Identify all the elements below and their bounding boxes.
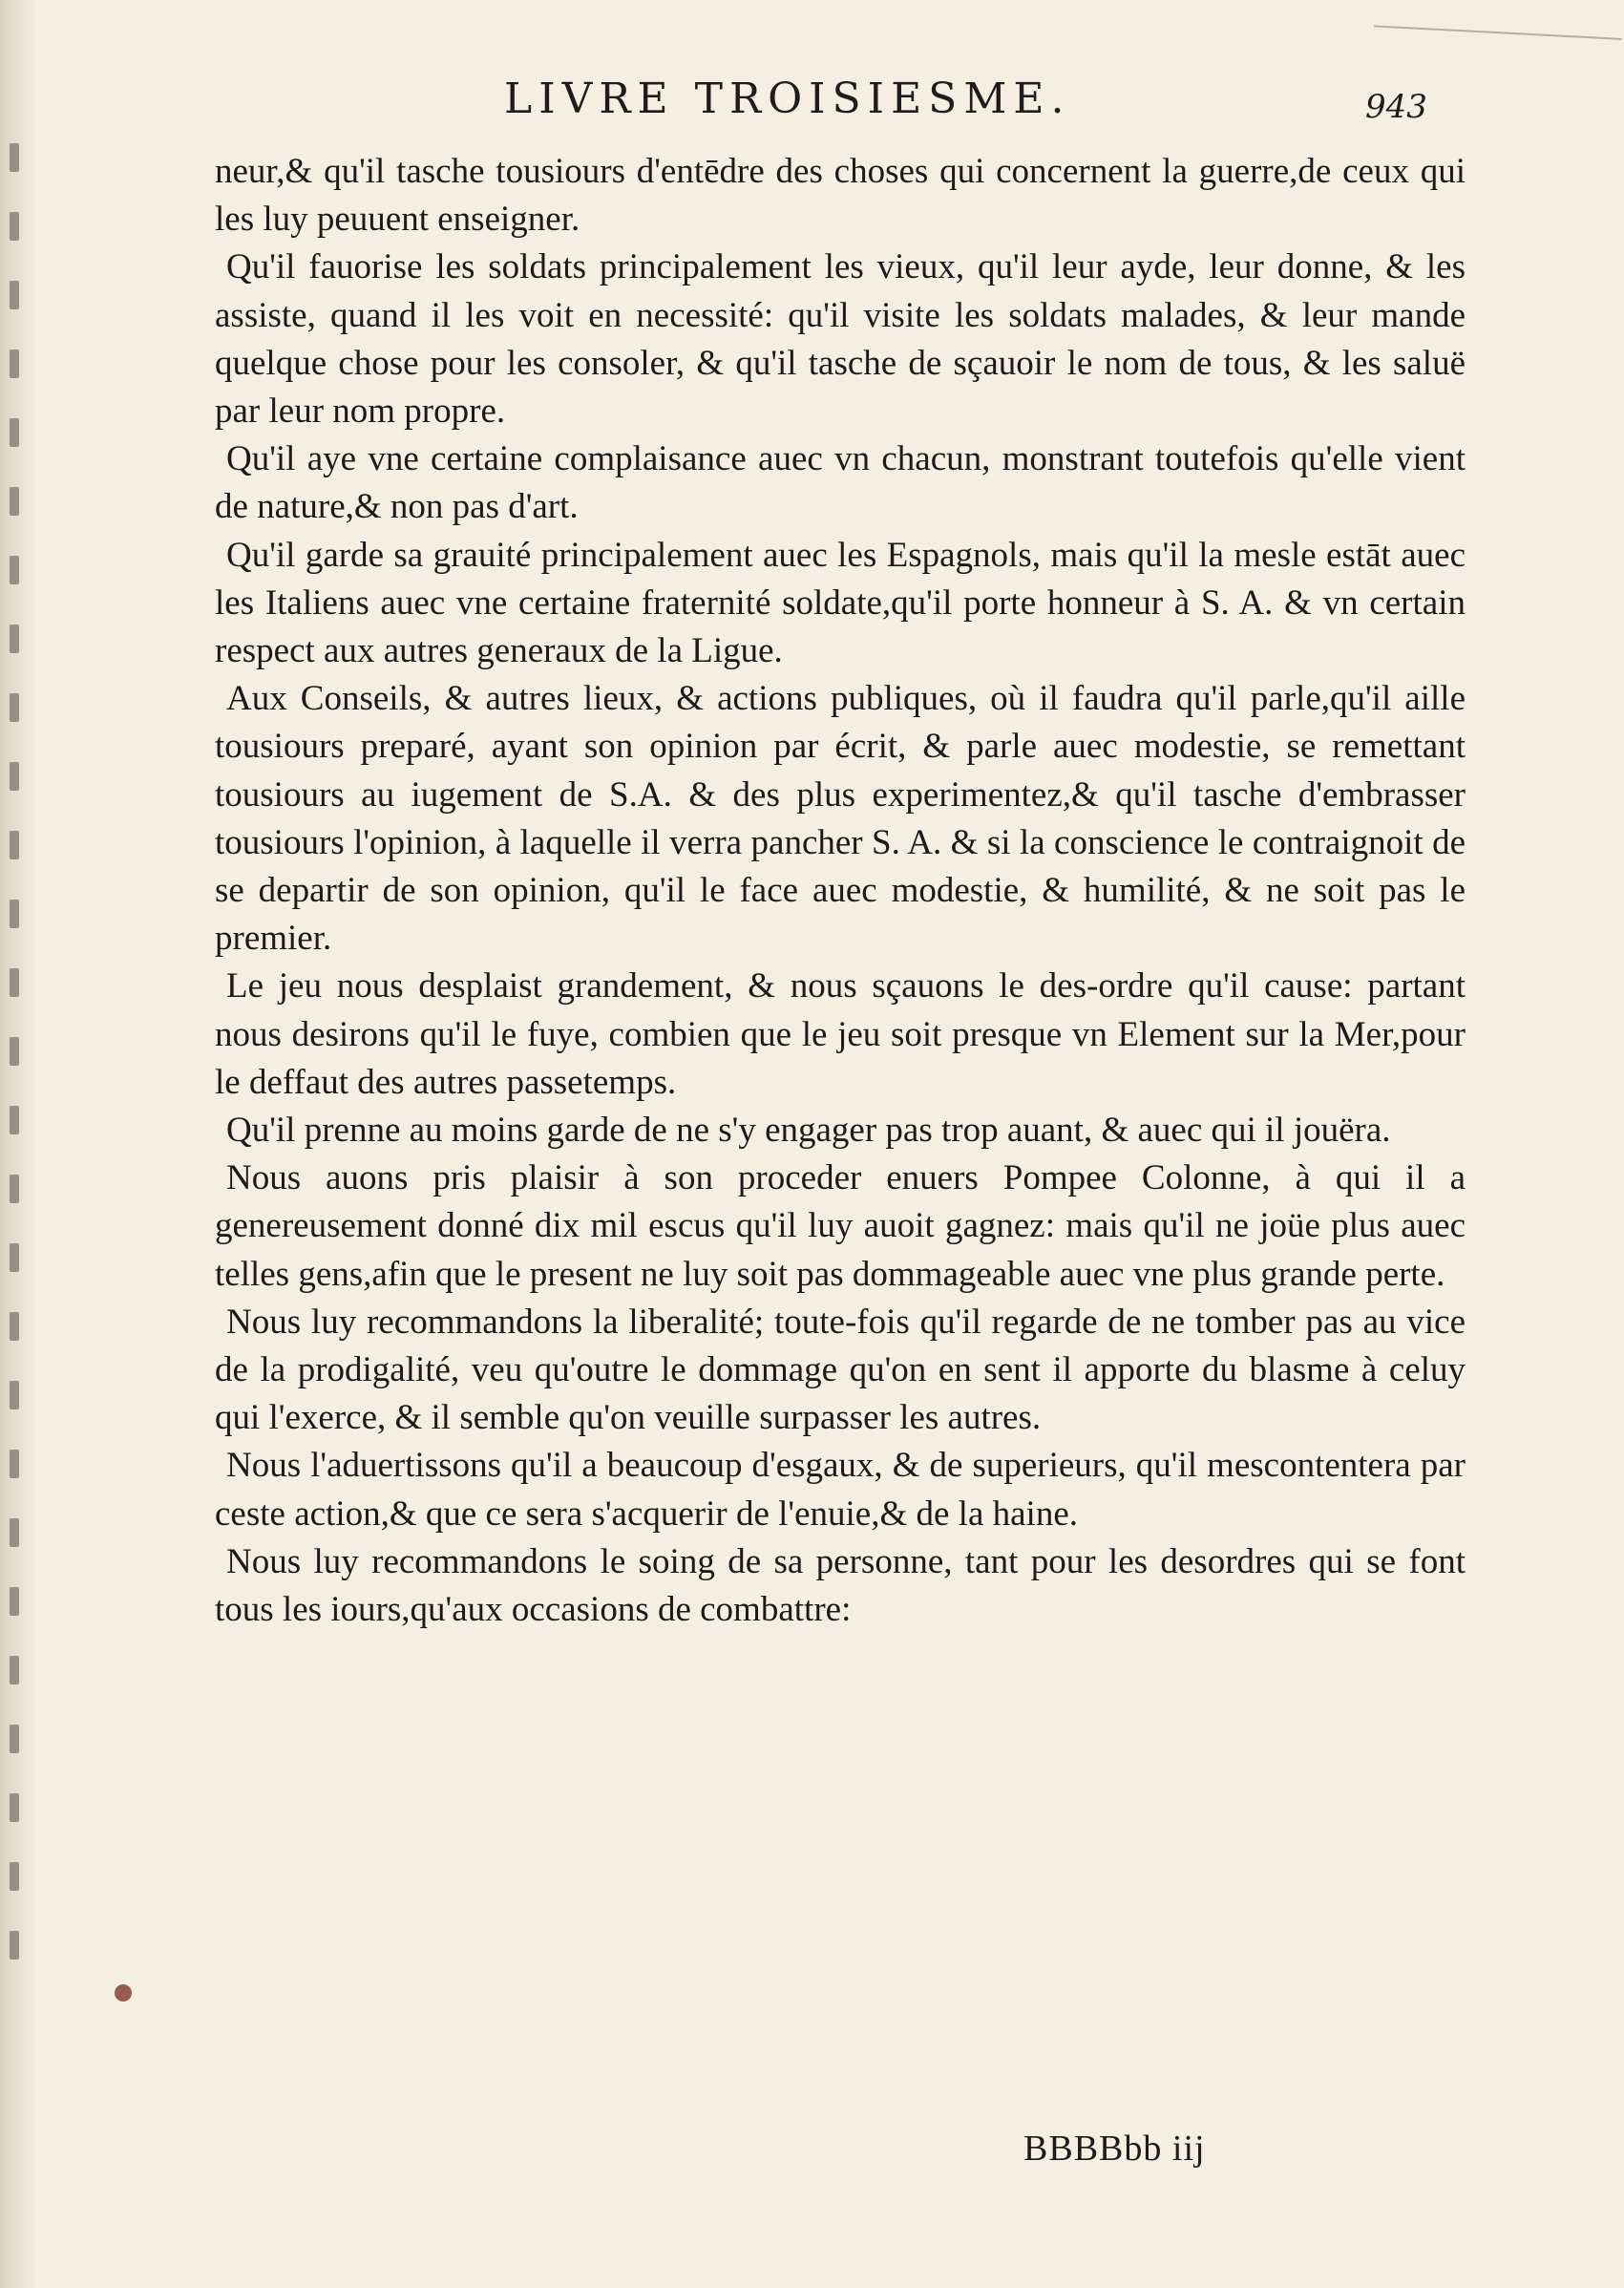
paragraph: Qu'il aye vne certaine complaisance auec vn chacun, monstrant toutefois qu'elle vient de nature,& non pas d'art. bbox=[215, 439, 1466, 527]
paragraph: neur,& qu'il tasche tousiours d'entēdre des choses qui concernent la guerre,de ceux qui les luy peuuent enseigner. bbox=[215, 152, 1466, 240]
signature-mark: BBBBbb iij bbox=[1023, 2129, 1206, 2169]
binding-gutter bbox=[0, 0, 36, 2288]
paragraph: Qu'il garde sa grauité principalement auec les Espagnols, mais qu'il la mesle estāt auec les Italiens auec vne certaine fraternité soldate,qu'il porte honneur à S. A. & vn certain respect aux autres generaux de la Ligue. bbox=[215, 535, 1466, 671]
paragraph: Qu'il fauorise les soldats principalement les vieux, qu'il leur ayde, leur donne, & les assiste, quand il les voit en necessité: qu'il visite les soldats malades, & leur mande quelque chose pour les consoler, & qu'il tasche de sçauoir le nom de tous, & les saluë par leur nom propre. bbox=[215, 247, 1466, 432]
paragraph: Nous luy recommandons la liberalité; toute-fois qu'il regarde de ne tomber pas au vice de la prodigalité, veu qu'outre le dommage qu'on en sent il apporte du blasme à celuy qui l'exerce, & il semble qu'on veuille surpasser les autres. bbox=[215, 1302, 1466, 1438]
running-title: LIVRE TROISIESME. bbox=[504, 74, 1071, 123]
paragraph: Nous luy recommandons le soing de sa personne, tant pour les desordres qui se font tous les iours,qu'aux occasions de combattre: bbox=[215, 1541, 1466, 1630]
page-number: 943 bbox=[1365, 88, 1427, 126]
body-text bbox=[215, 148, 1466, 1634]
paragraph: Aux Conseils, & autres lieux, & actions publiques, où il faudra qu'il parle,qu'il aille tousiours preparé, ayant son opinion par écrit, & parle auec modestie, se remettant tousiours au iugement de S.A. & des plus experimentez,& qu'il tasche d'embrasser tousiours l'opinion, à laquelle il verra pancher S. A. & si la conscience le contraignoit de se departir de son opinion, qu'il le face auec modestie, & humilité, & ne soit pas le premier. bbox=[215, 679, 1466, 959]
page-curl-edge bbox=[1374, 0, 1624, 40]
paragraph: Nous auons pris plaisir à son proceder enuers Pompee Colonne, à qui il a genereusement donné dix mil escus qu'il luy auoit gagnez: mais qu'il ne joüe plus auec telles gens,afin que le present ne luy soit pas dommageable auec vne plus grande perte. bbox=[215, 1158, 1466, 1294]
paragraph: Qu'il prenne au moins garde de ne s'y engager pas trop auant, & auec qui il jouëra. bbox=[226, 1111, 1391, 1151]
paragraph: Nous l'aduertissons qu'il a beaucoup d'esgaux, & de superieurs, qu'il mescontentera par ceste action,& que ce sera s'acquerir de l'enuie,& de la haine. bbox=[215, 1446, 1466, 1534]
page-header bbox=[0, 74, 1624, 141]
ink-spot bbox=[115, 1984, 132, 2002]
gutter-marks bbox=[4, 143, 32, 2101]
paragraph: Le jeu nous desplaist grandement, & nous sçauons le des-ordre qu'il cause: partant nous desirons qu'il le fuye, combien que le jeu soit presque vn Element sur la Mer,pour le deffaut des autres passetemps. bbox=[215, 966, 1466, 1102]
